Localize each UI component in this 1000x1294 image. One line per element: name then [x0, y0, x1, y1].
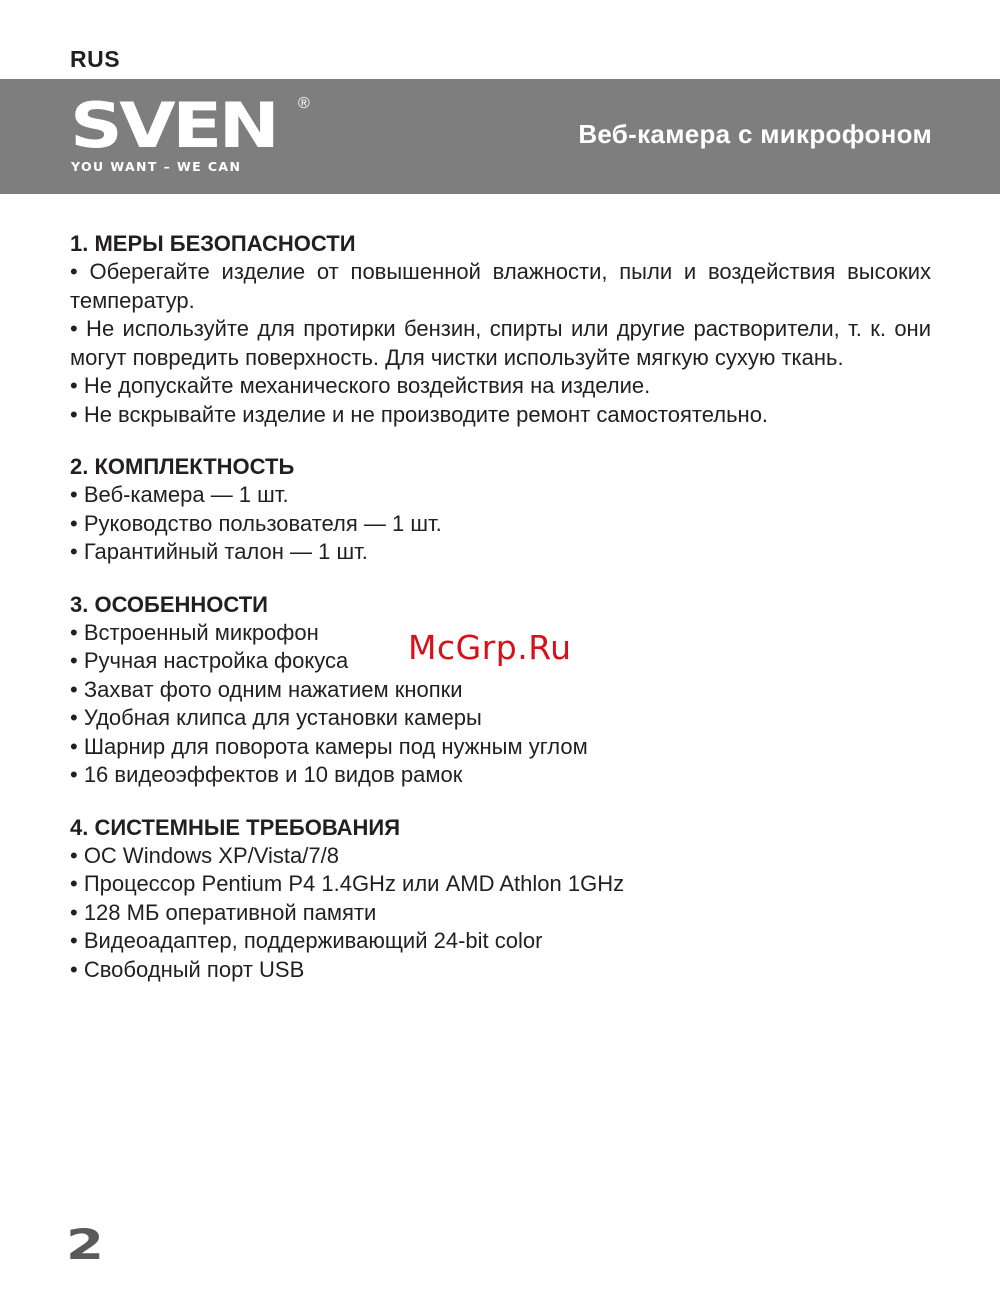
section-heading: 4. СИСТЕМНЫЕ ТРЕБОВАНИЯ — [70, 814, 401, 840]
list-item: • Встроенный микрофон — [70, 619, 319, 645]
list-item: • ОС Windows XP/Vista/7/8 — [70, 842, 339, 868]
sven-logo — [70, 89, 320, 174]
language-label: RUS — [70, 46, 121, 72]
list-item: • 16 видеоэффектов и 10 видов рамок — [70, 762, 463, 787]
section-system-requirements — [70, 814, 931, 985]
section-list — [70, 842, 931, 985]
list-item: • Ручная настройка фокуса — [70, 648, 349, 673]
list-item: • Шарнир для поворота камеры под нужным углом — [70, 733, 588, 759]
list-item: • Не используйте для протирки бензин, спирты или другие растворители, т. к. они могут повредить поверхность. Для чистки используйте мягкую сухую ткань. — [70, 316, 931, 370]
section-list — [70, 258, 931, 429]
list-item: • Свободный порт USB — [70, 956, 305, 982]
document-title: Веб-камера с микрофоном — [578, 119, 932, 149]
section-safety — [70, 230, 931, 429]
header-banner — [0, 79, 1000, 194]
section-heading: 3. ОСОБЕННОСТИ — [70, 591, 268, 617]
logo-tagline: YOU WANT – WE CAN — [71, 159, 242, 174]
section-list — [70, 481, 931, 567]
list-item: • Руководство пользователя — 1 шт. — [70, 510, 442, 536]
list-item: • Не вскрывайте изделие и не производите ремонт самостоятельно. — [70, 401, 769, 427]
list-item: • Удобная клипса для установки камеры — [70, 705, 482, 730]
list-item: • Оберегайте изделие от повышенной влажности, пыли и воздействия высоких температур. — [70, 259, 931, 313]
list-item: • Процессор Pentium P4 1.4GHz или AMD Athlon 1GHz — [70, 871, 625, 896]
list-item: • Веб-камера — 1 шт. — [70, 482, 289, 507]
logo-wordmark: SVEN — [70, 89, 277, 162]
list-item: • 128 МБ оперативной памяти — [70, 899, 377, 925]
section-heading: 1. МЕРЫ БЕЗОПАСНОСТИ — [70, 231, 356, 256]
registered-mark: ® — [298, 95, 310, 112]
list-item: • Видеоадаптер, поддерживающий 24-bit color — [70, 928, 543, 953]
manual-content — [70, 230, 931, 1008]
list-item: • Не допускайте механического воздействия на изделие. — [70, 373, 651, 398]
section-heading: 2. КОМПЛЕКТНОСТЬ — [70, 454, 295, 479]
list-item: • Гарантийный талон — 1 шт. — [70, 539, 368, 564]
watermark-link[interactable]: McGrp.Ru — [408, 628, 572, 667]
section-package-contents — [70, 453, 931, 567]
section-features — [70, 591, 931, 790]
page-number: 2 — [66, 1220, 105, 1269]
list-item: • Захват фото одним нажатием кнопки — [70, 676, 463, 702]
